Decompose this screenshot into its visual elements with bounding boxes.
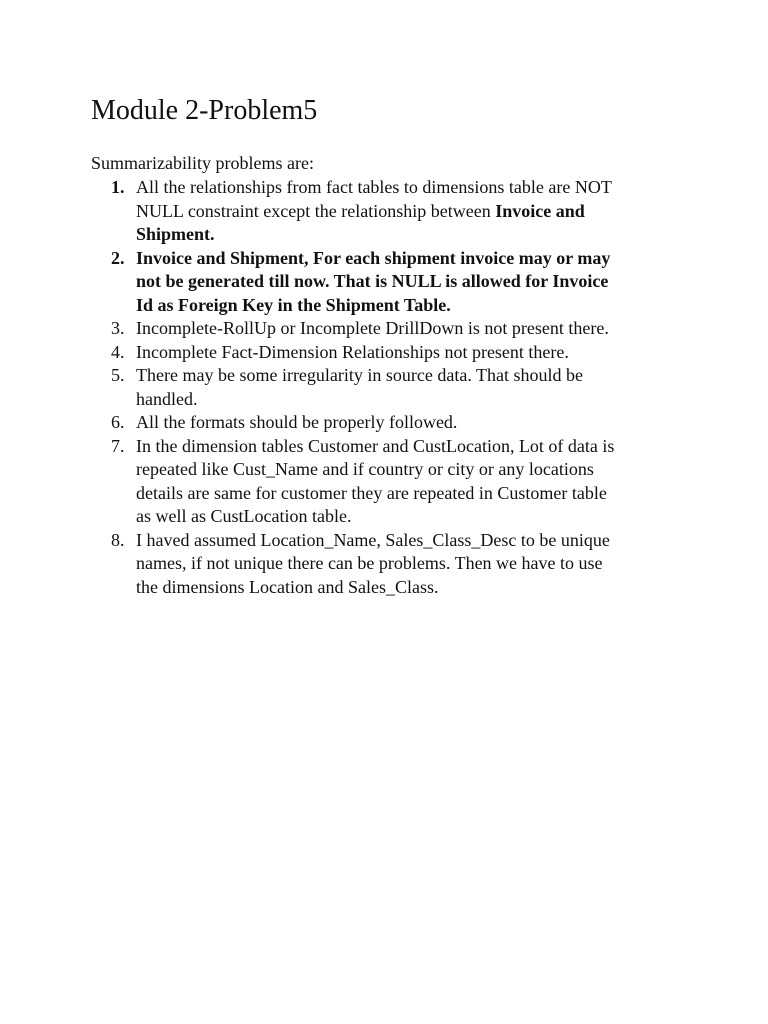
list-item-number: 3. xyxy=(111,318,125,338)
list-item-number: 6. xyxy=(111,412,125,432)
list-item-line: All the formats should be properly followed. xyxy=(136,412,458,432)
list-item xyxy=(91,247,691,318)
list-item-line: Incomplete Fact-Dimension Relationships not present there. xyxy=(136,341,569,362)
intro-text: Summarizability problems are: xyxy=(91,153,314,173)
list-item-line xyxy=(136,200,691,224)
list-item-number: 5. xyxy=(111,365,125,385)
list-item-line: not be generated till now. That is NULL is allowed for Invoice xyxy=(136,271,609,291)
list-item-line: names, if not unique there can be problems. Then we have to use xyxy=(136,553,603,573)
list-item-number: 2. xyxy=(111,247,125,268)
list-item-number: 7. xyxy=(111,435,125,456)
list-item-line: Incomplete-RollUp or Incomplete DrillDown is not present there. xyxy=(136,318,609,338)
list-item-line: the dimensions Location and Sales_Class. xyxy=(136,576,439,597)
list-item-line: There may be some irregularity in source data. That should be xyxy=(136,365,584,385)
list-item-line: Invoice and Shipment, For each shipment invoice may or may xyxy=(136,247,611,268)
problem-list xyxy=(91,176,691,599)
list-item-number: 4. xyxy=(111,341,125,362)
list-item-bold-text: Invoice and xyxy=(495,200,585,221)
list-item-number: 1. xyxy=(111,177,125,197)
list-item xyxy=(91,435,691,529)
list-item xyxy=(91,364,691,411)
list-item xyxy=(91,317,691,341)
page-title: Module 2-Problem5 xyxy=(91,95,318,126)
list-item xyxy=(91,341,691,365)
list-item-line: All the relationships from fact tables to dimensions table are NOT xyxy=(136,177,612,197)
list-item-line: Id as Foreign Key in the Shipment Table. xyxy=(136,294,451,315)
list-item xyxy=(91,176,691,247)
list-item-line: repeated like Cust_Name and if country or city or any locations xyxy=(136,459,594,479)
list-item-line: handled. xyxy=(136,388,198,409)
list-item xyxy=(91,529,691,600)
list-item-text: NULL constraint except the relationship between xyxy=(136,200,496,221)
list-item xyxy=(91,411,691,435)
list-item-line: In the dimension tables Customer and CustLocation, Lot of data is xyxy=(136,435,615,456)
list-item-bold-text: Shipment. xyxy=(136,224,215,244)
list-item-line: as well as CustLocation table. xyxy=(136,506,352,526)
list-item-line: details are same for customer they are repeated in Customer table xyxy=(136,482,607,503)
list-item-number: 8. xyxy=(111,529,125,550)
list-item-line: I haved assumed Location_Name, Sales_Class_Desc to be unique xyxy=(136,529,610,550)
